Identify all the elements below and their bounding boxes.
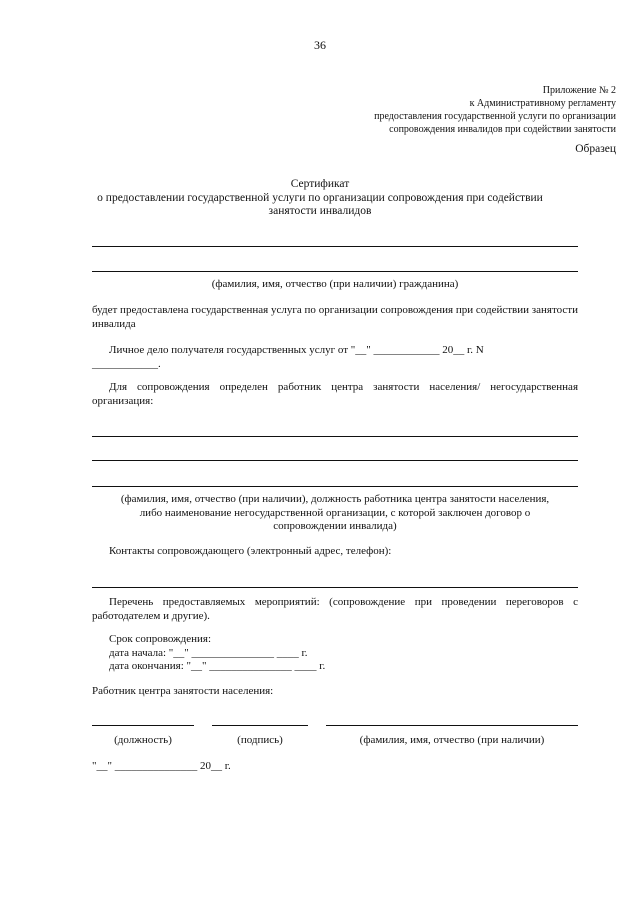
position-line[interactable] — [92, 725, 194, 726]
appendix-line: сопровождения инвалидов при содействии занятости — [389, 124, 616, 135]
employee-label: Работник центра занятости населения: — [92, 685, 274, 697]
signature-line[interactable] — [212, 725, 308, 726]
title-line: занятости инвалидов — [268, 205, 372, 217]
personal-file-line: ____________. — [92, 357, 161, 370]
assigned-text: Для сопровождения определен работник центра занятости населения/ негосударственная организация: — [92, 381, 578, 407]
term-label: Срок сопровождения: — [109, 633, 212, 645]
contacts-label: Контакты сопровождающего (электронный адрес, телефон): — [109, 545, 392, 557]
fill-line[interactable] — [92, 246, 578, 247]
appendix-line: предоставления государственной услуги по организации — [374, 111, 616, 122]
personal-file-text — [92, 344, 578, 371]
appendix-header — [316, 84, 616, 136]
signature-caption: (подпись) — [237, 734, 283, 746]
fill-line[interactable] — [92, 460, 578, 461]
personal-file-line: Личное дело получателя государственных услуг от "__" ____________ 20__ г. N — [109, 344, 484, 356]
term-end: дата окончания: "__" _______________ ____ г. — [109, 660, 326, 672]
appendix-line: Приложение № 2 — [542, 85, 616, 96]
worker-caption — [92, 493, 578, 534]
worker-caption-line: либо наименование негосударственной организации, с которой заключен договор о — [139, 506, 531, 519]
fill-line[interactable] — [92, 587, 578, 588]
worker-caption-line: (фамилия, имя, отчество (при наличии), должность работника центра занятости населения, — [120, 493, 550, 505]
title-line: Сертификат — [290, 178, 350, 190]
service-text: будет предоставлена государственная услуга по организации сопровождения при содействии занятости инвалида — [92, 304, 578, 330]
certificate-title — [80, 178, 560, 219]
citizen-caption: (фамилия, имя, отчество (при наличии) гражданина) — [211, 278, 459, 290]
name-line[interactable] — [326, 725, 578, 726]
term-start: дата начала: "__" _______________ ____ г. — [109, 646, 308, 659]
fill-line[interactable] — [92, 271, 578, 272]
fill-line[interactable] — [92, 486, 578, 487]
worker-caption-line: сопровождении инвалида) — [273, 520, 397, 532]
appendix-line: к Административному регламенту — [469, 98, 616, 109]
date-line: "__" _______________ 20__ г. — [92, 760, 231, 772]
term-block — [109, 633, 325, 674]
name-caption: (фамилия, имя, отчество (при наличии) — [359, 734, 545, 746]
activities-text: Перечень предоставляемых мероприятий: (сопровождение при проведении переговоров с работодателем и другие). — [92, 596, 578, 622]
sample-label: Образец — [575, 143, 616, 155]
title-line: о предоставлении государственной услуги по организации сопровождения при содействии — [97, 191, 543, 204]
page-number: 36 — [314, 38, 326, 52]
fill-line[interactable] — [92, 436, 578, 437]
position-caption: (должность) — [114, 734, 172, 746]
